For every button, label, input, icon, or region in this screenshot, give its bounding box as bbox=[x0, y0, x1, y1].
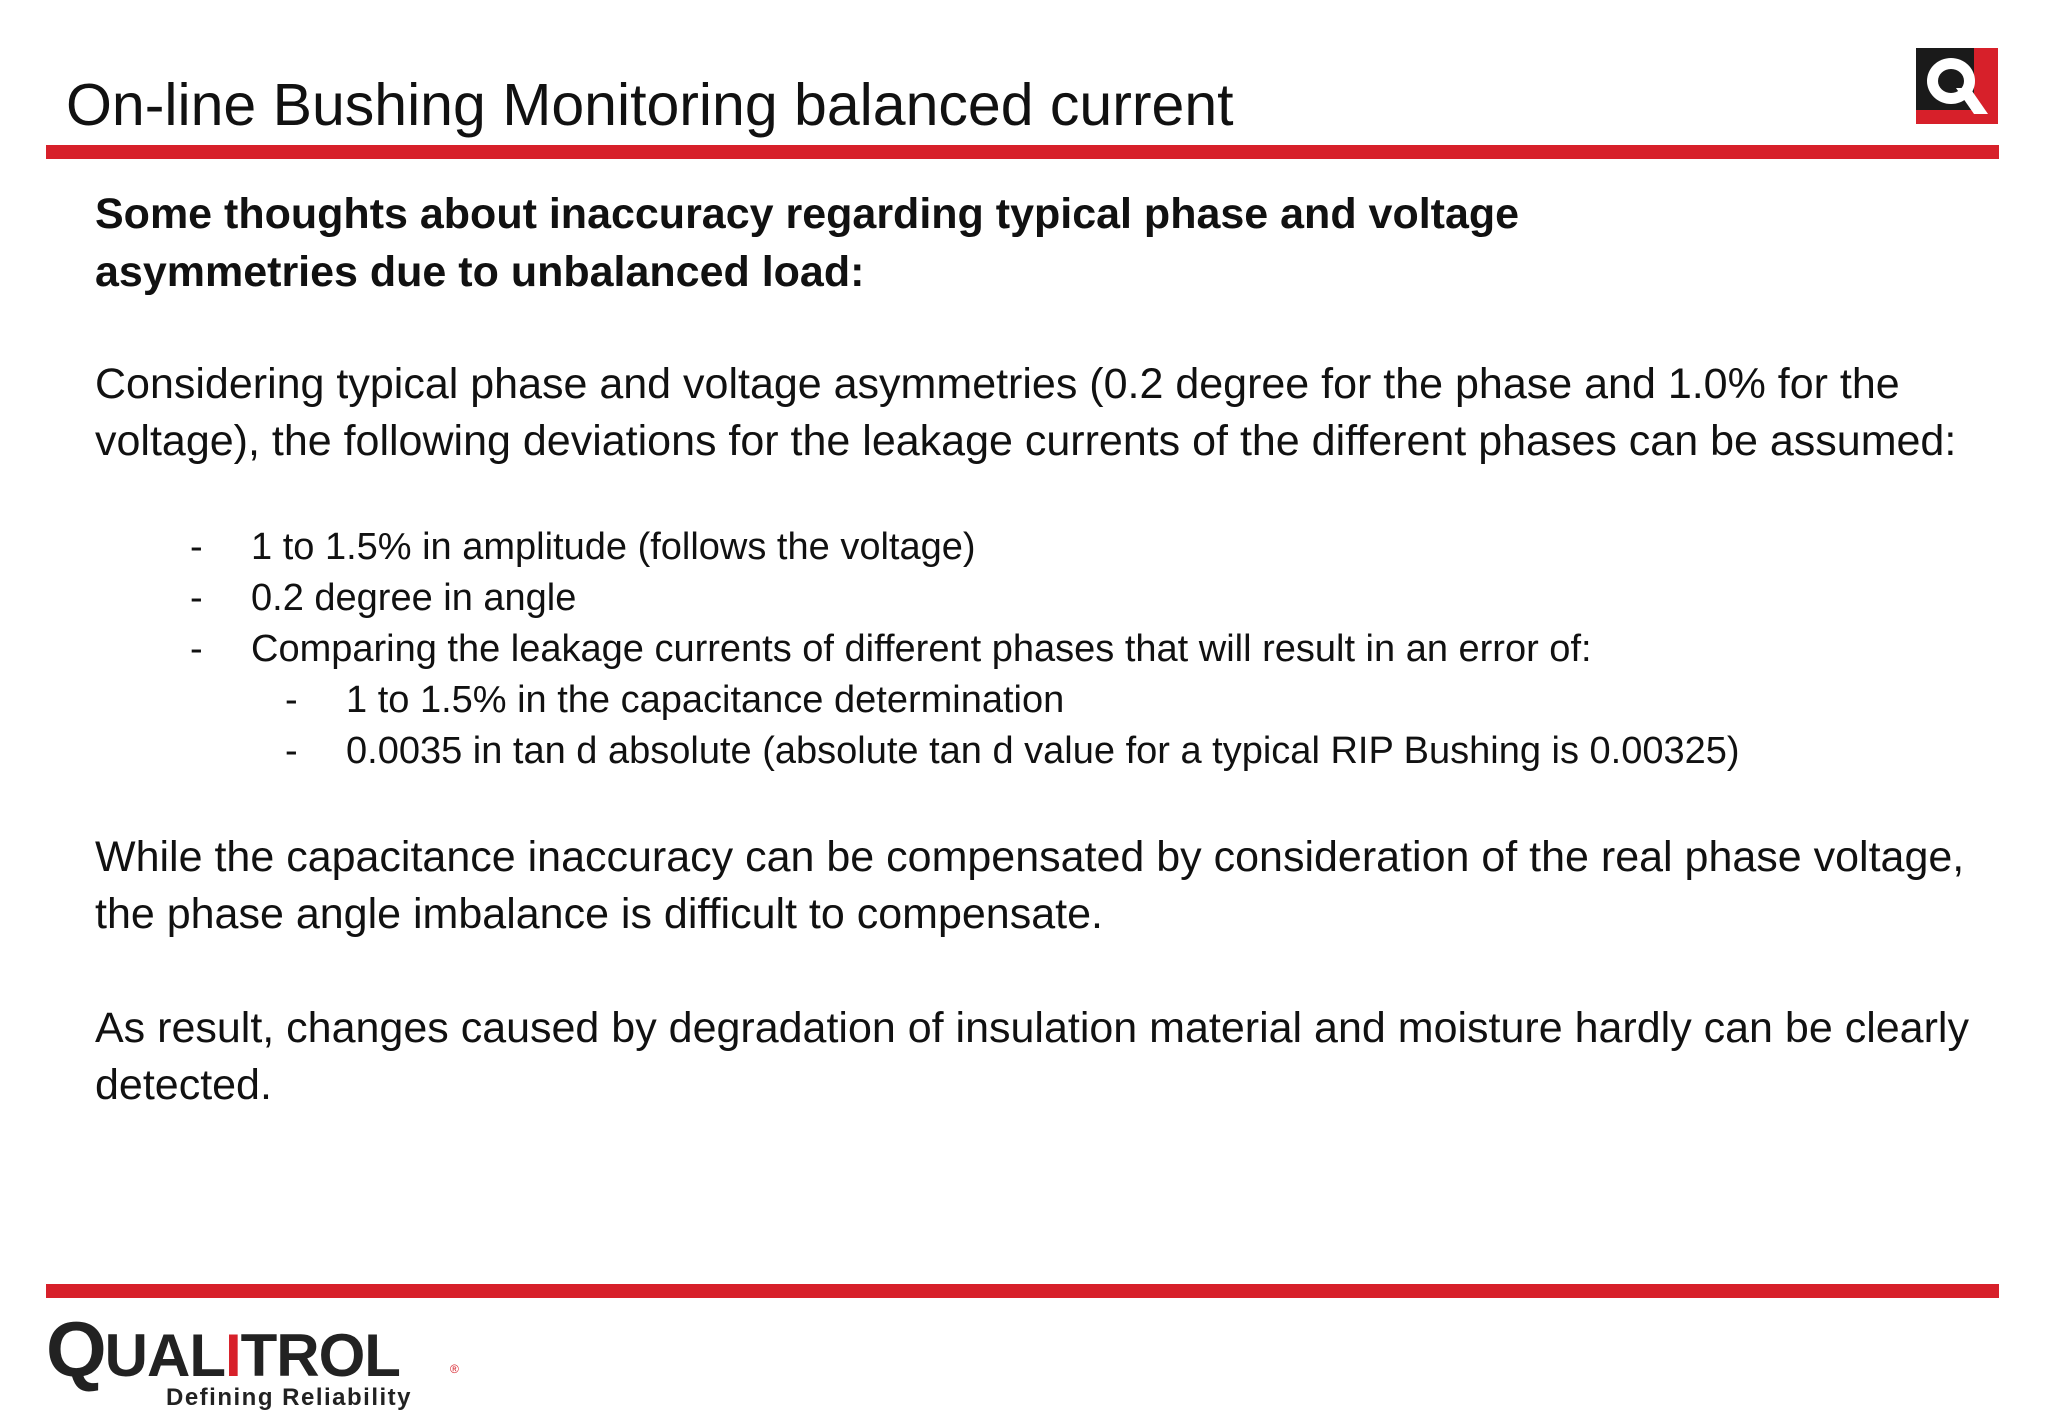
brand-letter-i: I bbox=[224, 1322, 241, 1389]
sub-list-item bbox=[95, 675, 1995, 726]
deviation-list bbox=[95, 522, 1995, 777]
sub-list-item bbox=[95, 726, 1995, 777]
brand-letters-trol: TROL bbox=[240, 1322, 400, 1389]
brand-letters-ual: UAL bbox=[104, 1322, 225, 1389]
sub-list-item-text: 1 to 1.5% in the capacitance determination bbox=[346, 679, 1065, 721]
list-item bbox=[95, 573, 1995, 624]
title-divider bbox=[46, 145, 1999, 159]
brand-tagline: Defining Reliability bbox=[166, 1384, 413, 1411]
compensation-paragraph: While the capacitance inaccuracy can be compensated by consideration of the real phase voltage, the phase angle imbalance is difficult to compensate. bbox=[95, 833, 1965, 938]
section-heading-line-1: Some thoughts about inaccuracy regarding typical phase and voltage bbox=[95, 190, 1520, 238]
section-heading-line-2: asymmetries due to unbalanced load: bbox=[95, 248, 865, 296]
list-item-text: 0.2 degree in angle bbox=[251, 577, 577, 619]
list-item bbox=[95, 624, 1995, 675]
conclusion-paragraph: As result, changes caused by degradation of insulation material and moisture hardly can be clearly detected. bbox=[95, 1004, 1969, 1109]
bullet-dash: - bbox=[190, 628, 203, 670]
list-item-text: 1 to 1.5% in amplitude (follows the voltage) bbox=[251, 526, 976, 568]
brand-wordmark bbox=[46, 1305, 400, 1393]
footer-divider bbox=[46, 1284, 1999, 1298]
slide-title: On-line Bushing Monitoring balanced current bbox=[66, 72, 1234, 138]
intro-paragraph: Considering typical phase and voltage asymmetries (0.2 degree for the phase and 1.0% for the voltage), the following deviations for the leakage currents of the different phases can be assumed: bbox=[95, 360, 1957, 465]
registered-mark: ® bbox=[450, 1362, 459, 1376]
qualitrol-q-logo-icon bbox=[1916, 48, 1998, 124]
bullet-dash: - bbox=[190, 577, 203, 619]
bullet-dash: - bbox=[285, 730, 298, 772]
sub-list-item-text: 0.0035 in tan d absolute (absolute tan d value for a typical RIP Bushing is 0.00325) bbox=[346, 730, 1740, 772]
bullet-dash: - bbox=[285, 679, 298, 721]
qualitrol-brand-logo bbox=[46, 1305, 466, 1411]
section-heading bbox=[95, 185, 1995, 301]
list-item bbox=[95, 522, 1995, 573]
list-item-text: Comparing the leakage currents of different phases that will result in an error of: bbox=[251, 628, 1592, 670]
slide-body bbox=[95, 185, 1995, 1114]
brand-letter-q: Q bbox=[46, 1305, 105, 1393]
bullet-dash: - bbox=[190, 526, 203, 568]
